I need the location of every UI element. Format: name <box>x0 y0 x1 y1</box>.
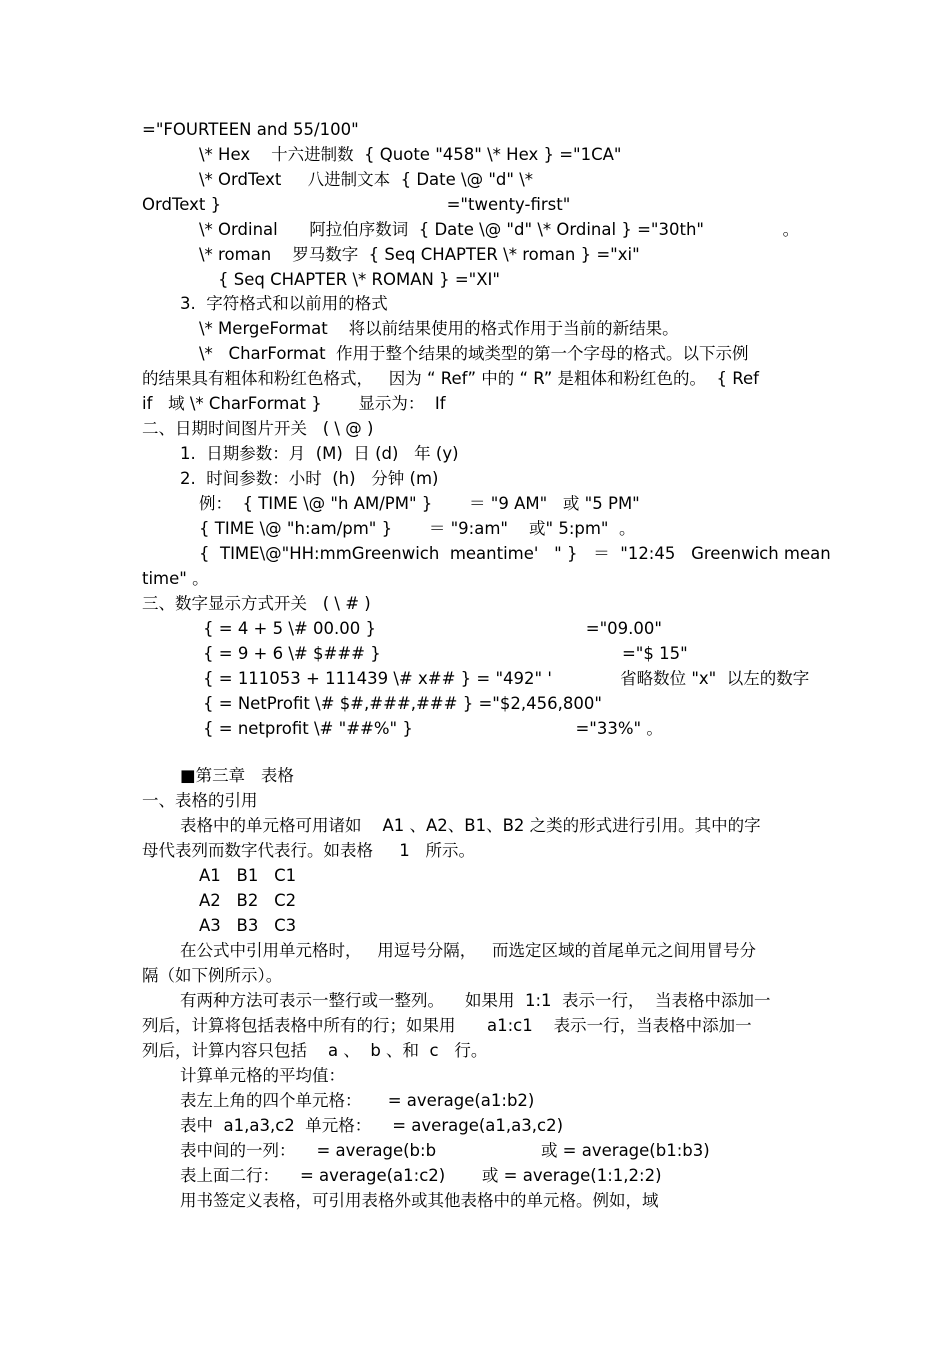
text-line: 1. 日期参数：月 (M) 日 (d) 年 (y) <box>180 444 459 463</box>
text-line: \* CharFormat 作用于整个结果的域类型的第一个字母的格式。以下示例 <box>199 344 749 363</box>
text-line: { = netprofit \# "##%" } ="33%" 。 <box>203 719 663 738</box>
chapter-heading: ■第三章 表格 <box>180 766 294 785</box>
text-line: 的结果具有粗体和粉红色格式， 因为 “ Ref” 中的 “ R” 是粗体和粉红色的。 { Ref <box>142 369 759 388</box>
text-line: 列后，计算内容只包括 a 、 b 、和 c 行。 <box>142 1041 488 1060</box>
text-line: 在公式中引用单元格时， 用逗号分隔， 而选定区域的首尾单元之间用冒号分 <box>180 941 756 960</box>
section-heading: 一、表格的引用 <box>142 791 258 810</box>
text-line: 表中 a1,a3,c2 单元格： = average(a1,a3,c2) <box>180 1116 564 1135</box>
text-line: ="FOURTEEN and 55/100" <box>142 120 359 139</box>
text-line: 隔（如下例所示）。 <box>142 966 283 985</box>
text-line: { TIME \@ "h:am/pm" } ＝ "9:am" 或" 5:pm" 。 <box>199 519 636 538</box>
text-line: 列后，计算将包括表格中所有的行；如果用 a1:c1 表示一行，当表格中添加一 <box>142 1016 752 1035</box>
text-line: { TIME\@"HH:mmGreenwich meantime' " } ＝ "12:45 Greenwich mean <box>199 544 831 563</box>
text-line: 三、数字显示方式开关 ( \ # ) <box>142 594 371 613</box>
text-line: { = 111053 + 111439 \# x## } = "492" ' 省略数位 "x" 以左的数字 <box>203 669 810 688</box>
table-row-text: A3 B3 C3 <box>199 916 297 935</box>
text-line: 表格中的单元格可用诸如 A1 、A2、B1、B2 之类的形式进行引用。其中的字 <box>180 816 761 835</box>
text-line: OrdText } ="twenty-first" <box>142 195 571 214</box>
text-line: \* roman 罗马数字 { Seq CHAPTER \* roman } ="xi" <box>199 245 640 264</box>
text-line: 母代表列而数字代表行。如表格 1 所示。 <box>142 841 475 860</box>
text-line: { = NetProfit \# $#,###,### } ="$2,456,800" <box>203 694 602 713</box>
text-line: 表上面二行： = average(a1:c2) 或 = average(1:1,2:2) <box>180 1166 662 1185</box>
text-line: { = 4 + 5 \# 00.00 } ="09.00" <box>203 619 663 638</box>
text-line: if 域 \* CharFormat } 显示为： If <box>142 394 446 413</box>
text-line: time" 。 <box>142 569 209 588</box>
text-line: 表左上角的四个单元格： = average(a1:b2) <box>180 1091 535 1110</box>
text-line: 二、日期时间图片开关 ( \ @ ) <box>142 419 374 438</box>
text-line: { = 9 + 6 \# $### } ="$ 15" <box>203 644 688 663</box>
text-line: 表中间的一列： = average(b:b 或 = average(b1:b3) <box>180 1141 710 1160</box>
table-row-text: A1 B1 C1 <box>199 866 297 885</box>
text-line: 计算单元格的平均值： <box>180 1066 345 1085</box>
text-line: \* Hex 十六进制数 { Quote "458" \* Hex } ="1CA" <box>199 145 622 164</box>
text-line: 3. 字符格式和以前用的格式 <box>180 294 388 313</box>
text-line: 有两种方法可表示一整行或一整列。 如果用 1:1 表示一行， 当表格中添加一 <box>180 991 771 1010</box>
text-line: { Seq CHAPTER \* ROMAN } ="XI" <box>218 270 500 289</box>
text-line: 用书签定义表格，可引用表格外或其他表格中的单元格。例如，域 <box>180 1191 659 1210</box>
text-line: 2. 时间参数：小时 (h) 分钟 (m) <box>180 469 439 488</box>
text-line: \* Ordinal 阿拉伯序数词 { Date \@ "d" \* Ordinal } ="30th" 。 <box>199 220 800 239</box>
text-line: 例： { TIME \@ "h AM/PM" } ＝ "9 AM" 或 "5 PM" <box>199 494 640 513</box>
table-row-text: A2 B2 C2 <box>199 891 297 910</box>
text-line: \* OrdText 八进制文本 { Date \@ "d" \* <box>199 170 534 189</box>
text-line: \* MergeFormat 将以前结果使用的格式作用于当前的新结果。 <box>199 319 679 338</box>
